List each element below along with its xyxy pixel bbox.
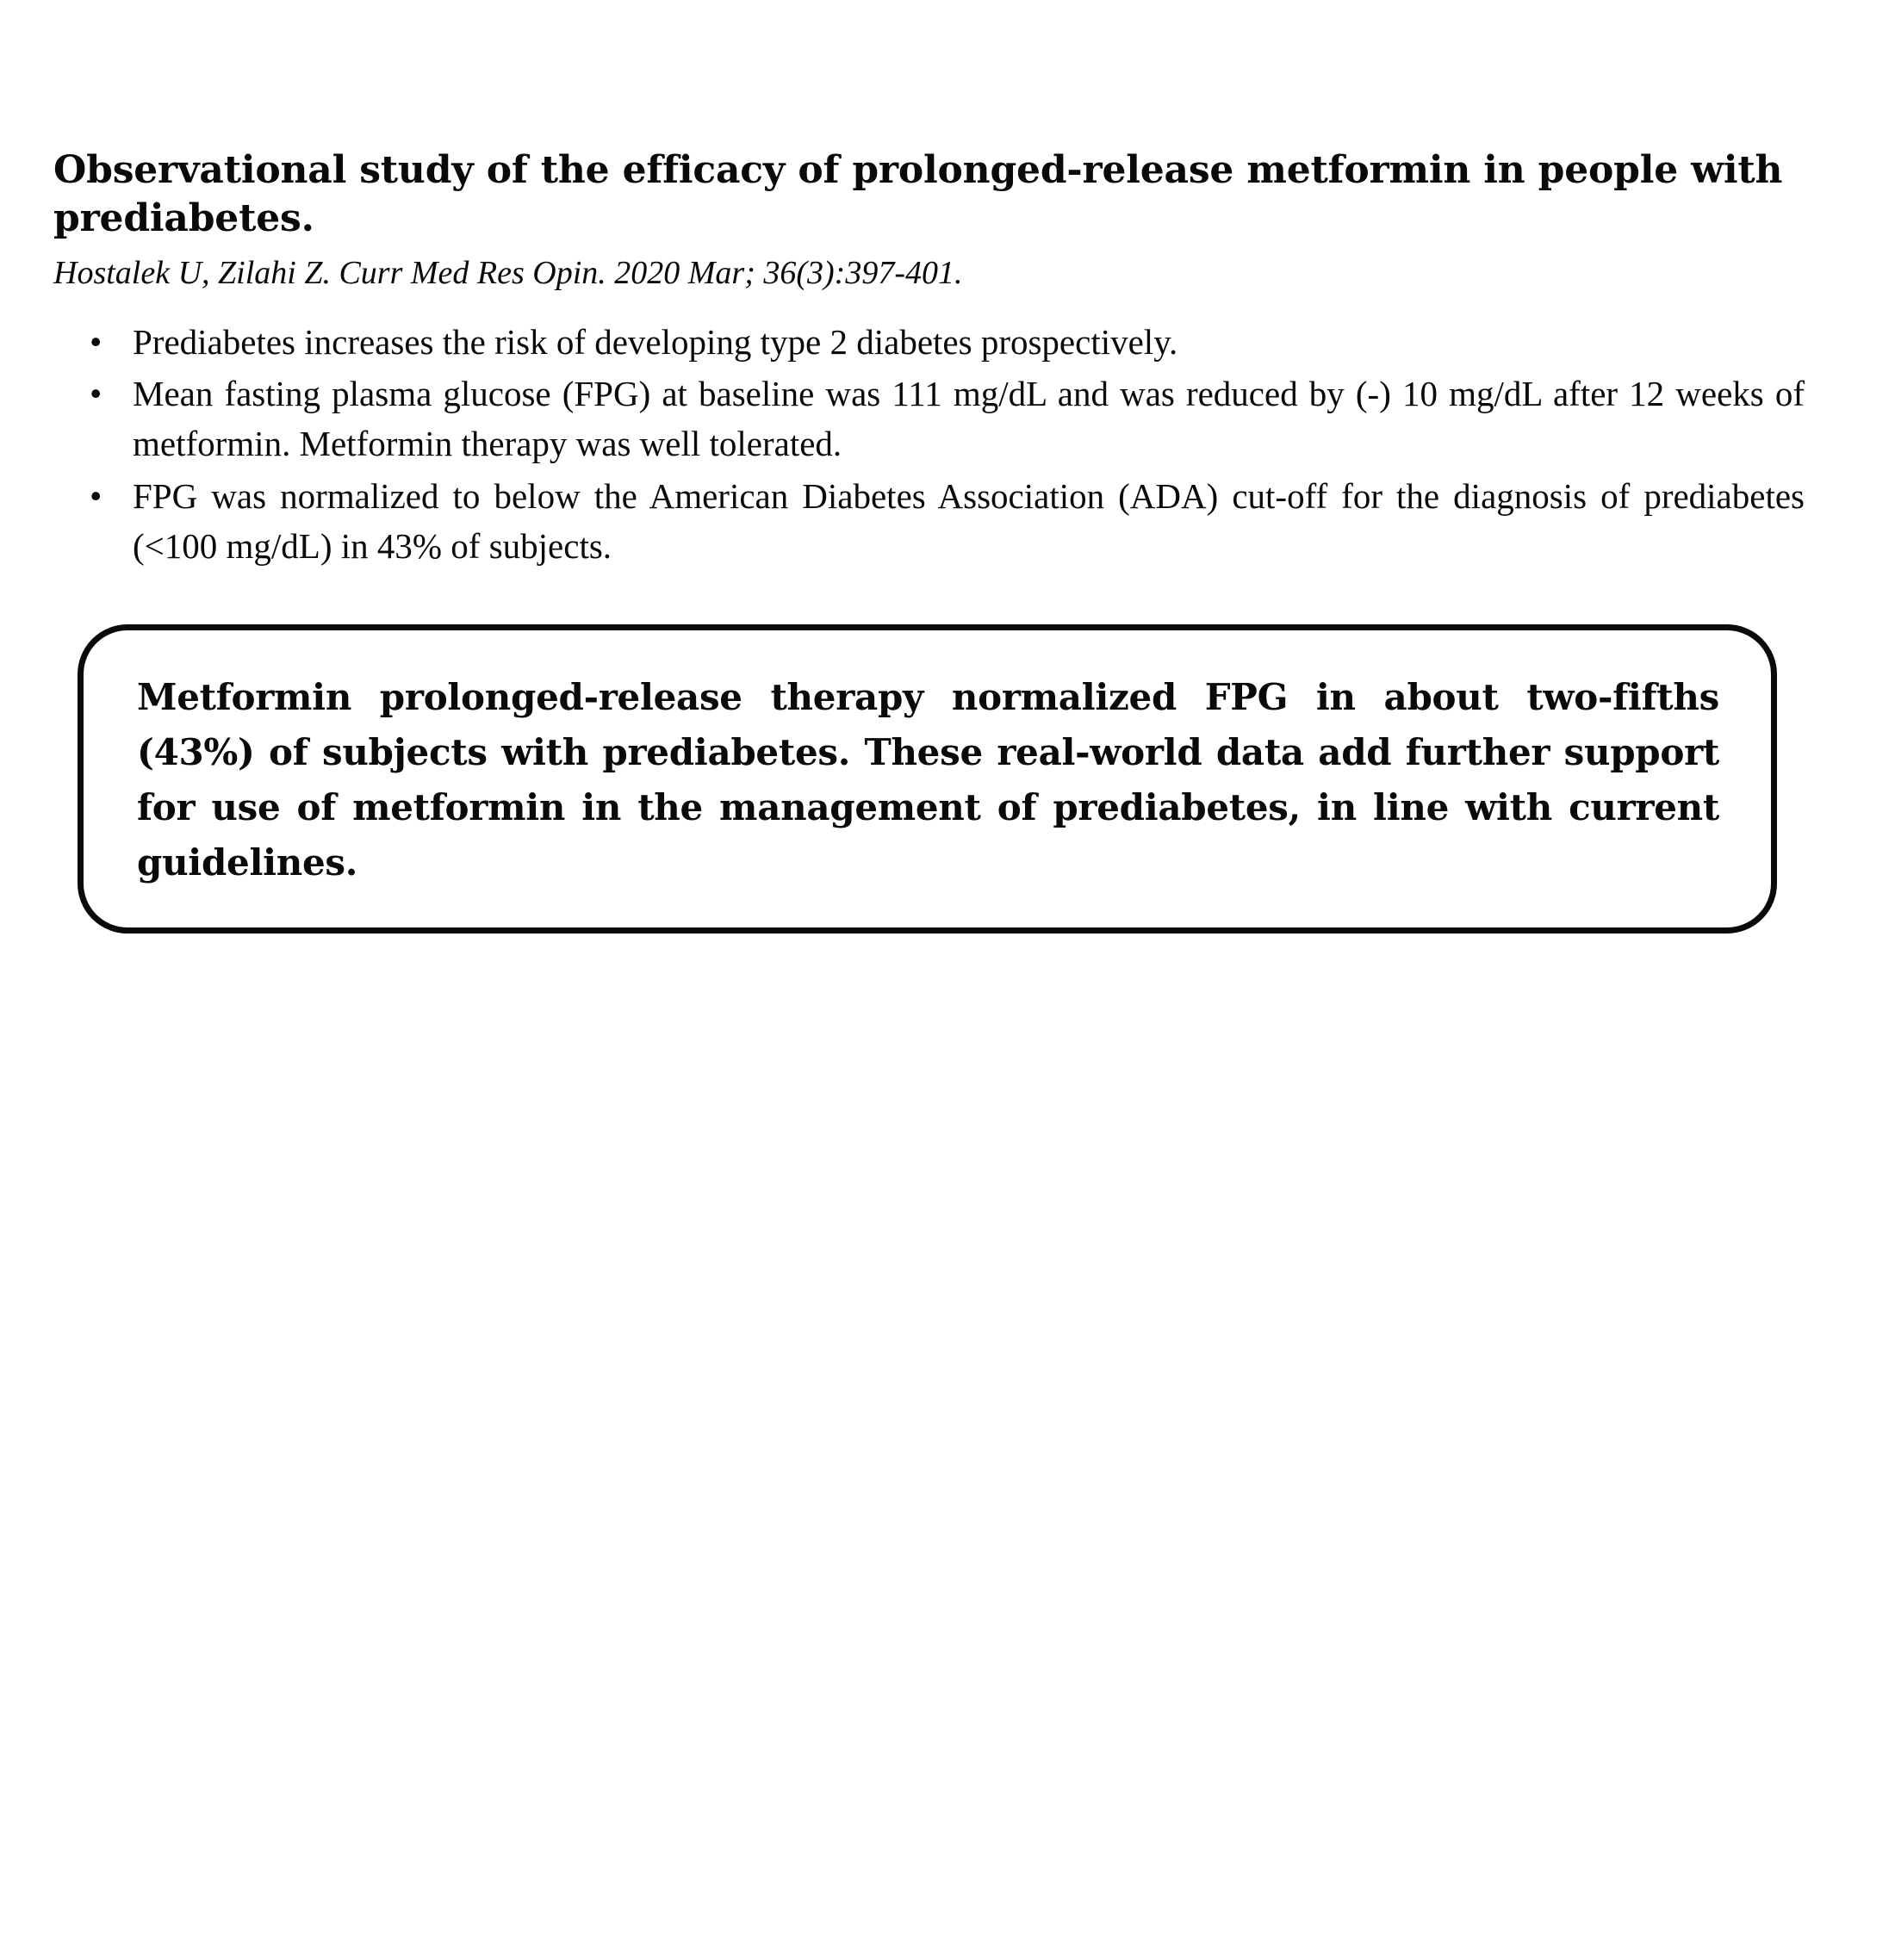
bullet-icon: •	[90, 475, 103, 516]
list-item	[53, 369, 1805, 468]
key-findings-list	[53, 317, 1805, 571]
bullet-icon: •	[90, 322, 103, 363]
bullet-icon: •	[90, 374, 103, 414]
list-item-text: FPG was normalized to below the American Diabetes Association (ADA) cut-off for the diagnosis of prediabetes (<100 mg/dL) in 43% of subjects.	[133, 475, 1805, 566]
list-item	[53, 317, 1805, 367]
list-item	[53, 471, 1805, 571]
conclusion-text: Metformin prolonged-release therapy normalized FPG in about two-fifths (43%) of subjects with prediabetes. These real-world data add further support for use of metformin in the management of prediabetes, in line with current guidelines.	[137, 676, 1719, 884]
list-item-text: Prediabetes increases the risk of developing type 2 diabetes prospectively.	[133, 322, 1178, 363]
citation-line: Hostalek U, Zilahi Z. Curr Med Res Opin. 2020 Mar; 36(3):397-401.	[53, 254, 963, 291]
conclusion-callout-box	[78, 624, 1777, 933]
page-title: Observational study of the efficacy of prolonged-release metformin in people with prediabetes.	[53, 148, 1783, 241]
list-item-text: Mean fasting plasma glucose (FPG) at baseline was 111 mg/dL and was reduced by (-) 10 mg/dL after 12 weeks of metformin. Metformin therapy was well tolerated.	[133, 374, 1805, 464]
